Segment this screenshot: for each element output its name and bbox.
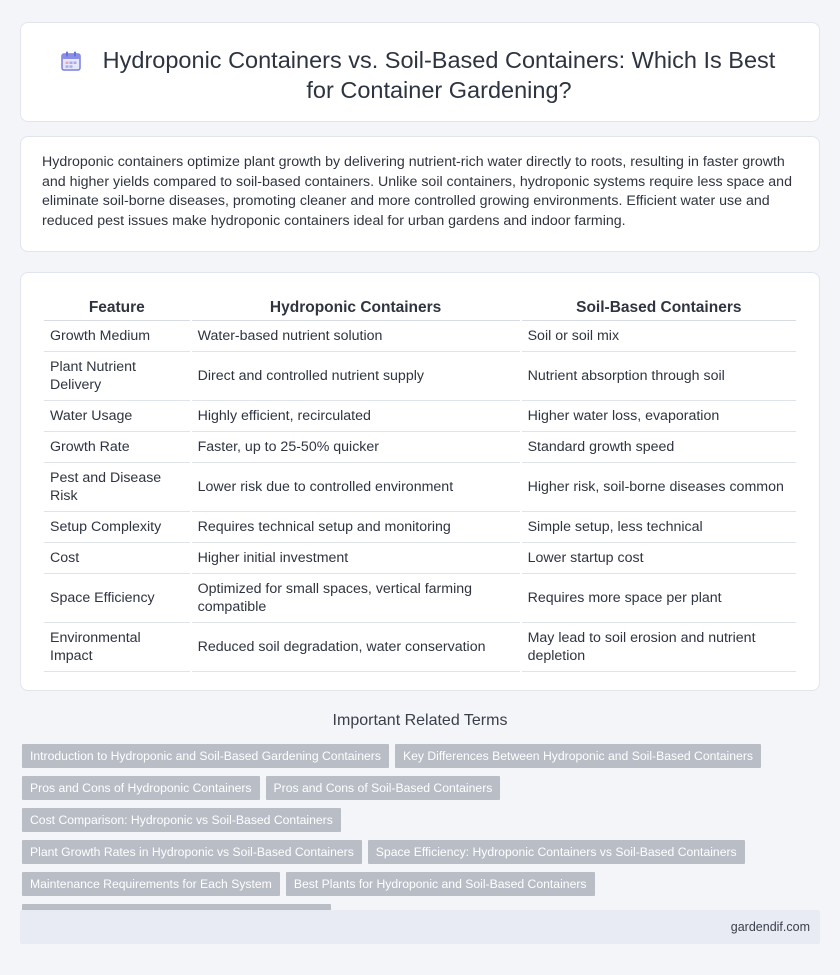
feature-cell: Growth Rate xyxy=(44,432,190,463)
related-terms-heading: Important Related Terms xyxy=(332,712,508,729)
hydroponic-cell: Lower risk due to controlled environment xyxy=(192,463,520,512)
related-term-tag[interactable]: Introduction to Hydroponic and Soil-Based Gardening Containers xyxy=(22,744,389,768)
soil-cell: Requires more space per plant xyxy=(522,574,796,623)
related-term-tag[interactable]: Cost Comparison: Hydroponic vs Soil-Based Containers xyxy=(22,808,341,832)
comparison-table-card xyxy=(20,272,820,691)
column-header-hydroponic: Hydroponic Containers xyxy=(192,297,520,321)
footer-bar xyxy=(20,910,820,944)
hydroponic-cell: Reduced soil degradation, water conservation xyxy=(192,623,520,672)
table-row xyxy=(44,321,796,352)
hydroponic-cell: Direct and controlled nutrient supply xyxy=(192,352,520,401)
table-row xyxy=(44,352,796,401)
table-header-row xyxy=(44,297,796,321)
feature-cell: Environmental Impact xyxy=(44,623,190,672)
column-header-feature: Feature xyxy=(44,297,190,321)
related-term-tag[interactable]: Pros and Cons of Soil-Based Containers xyxy=(266,776,501,800)
hydroponic-cell: Requires technical setup and monitoring xyxy=(192,512,520,543)
table-row xyxy=(44,543,796,574)
soil-cell: Standard growth speed xyxy=(522,432,796,463)
soil-cell: Simple setup, less technical xyxy=(522,512,796,543)
feature-cell: Space Efficiency xyxy=(44,574,190,623)
related-term-tag[interactable]: Maintenance Requirements for Each System xyxy=(22,872,280,896)
page-title: Hydroponic Containers vs. Soil-Based Containers: Which Is Best for Container Gardening? xyxy=(102,47,776,103)
soil-cell: Nutrient absorption through soil xyxy=(522,352,796,401)
feature-cell: Water Usage xyxy=(44,401,190,432)
soil-cell: Higher water loss, evaporation xyxy=(522,401,796,432)
soil-cell: Lower startup cost xyxy=(522,543,796,574)
table-row xyxy=(44,463,796,512)
table-row xyxy=(44,432,796,463)
soil-cell: Soil or soil mix xyxy=(522,321,796,352)
title-card xyxy=(20,22,820,122)
soil-cell: Higher risk, soil-borne diseases common xyxy=(522,463,796,512)
soil-cell: May lead to soil erosion and nutrient depletion xyxy=(522,623,796,672)
related-term-tag[interactable]: Plant Growth Rates in Hydroponic vs Soil-Based Containers xyxy=(22,840,362,864)
feature-cell: Growth Medium xyxy=(44,321,190,352)
table-row xyxy=(44,512,796,543)
intro-paragraph: Hydroponic containers optimize plant growth by delivering nutrient-rich water directly to roots, resulting in faster growth and higher yields compared to soil-based containers. Unlike soil containers, hydroponic systems require less space and eliminate soil-borne diseases, promoting cleaner and more controlled growing environments. Efficient water use and reduced pest issues make hydroponic containers ideal for urban gardens and indoor farming. xyxy=(42,154,792,229)
feature-cell: Pest and Disease Risk xyxy=(44,463,190,512)
hydroponic-cell: Water-based nutrient solution xyxy=(192,321,520,352)
feature-cell: Plant Nutrient Delivery xyxy=(44,352,190,401)
hydroponic-cell: Higher initial investment xyxy=(192,543,520,574)
comparison-table xyxy=(42,297,798,672)
related-term-tag[interactable]: Best Plants for Hydroponic and Soil-Based Containers xyxy=(286,872,595,896)
feature-cell: Cost xyxy=(44,543,190,574)
footer-site-link[interactable]: gardendif.com xyxy=(730,920,810,934)
feature-cell: Setup Complexity xyxy=(44,512,190,543)
related-term-tag[interactable]: Pros and Cons of Hydroponic Containers xyxy=(22,776,260,800)
related-term-tag[interactable]: Key Differences Between Hydroponic and Soil-Based Containers xyxy=(395,744,761,768)
hydroponic-cell: Optimized for small spaces, vertical farming compatible xyxy=(192,574,520,623)
column-header-soil: Soil-Based Containers xyxy=(522,297,796,321)
hydroponic-cell: Highly efficient, recirculated xyxy=(192,401,520,432)
table-row xyxy=(44,401,796,432)
table-row xyxy=(44,574,796,623)
related-term-tag[interactable]: Space Efficiency: Hydroponic Containers vs Soil-Based Containers xyxy=(368,840,745,864)
hydroponic-cell: Faster, up to 25-50% quicker xyxy=(192,432,520,463)
intro-card xyxy=(20,136,820,252)
related-terms-list xyxy=(22,744,822,936)
table-row xyxy=(44,623,796,672)
